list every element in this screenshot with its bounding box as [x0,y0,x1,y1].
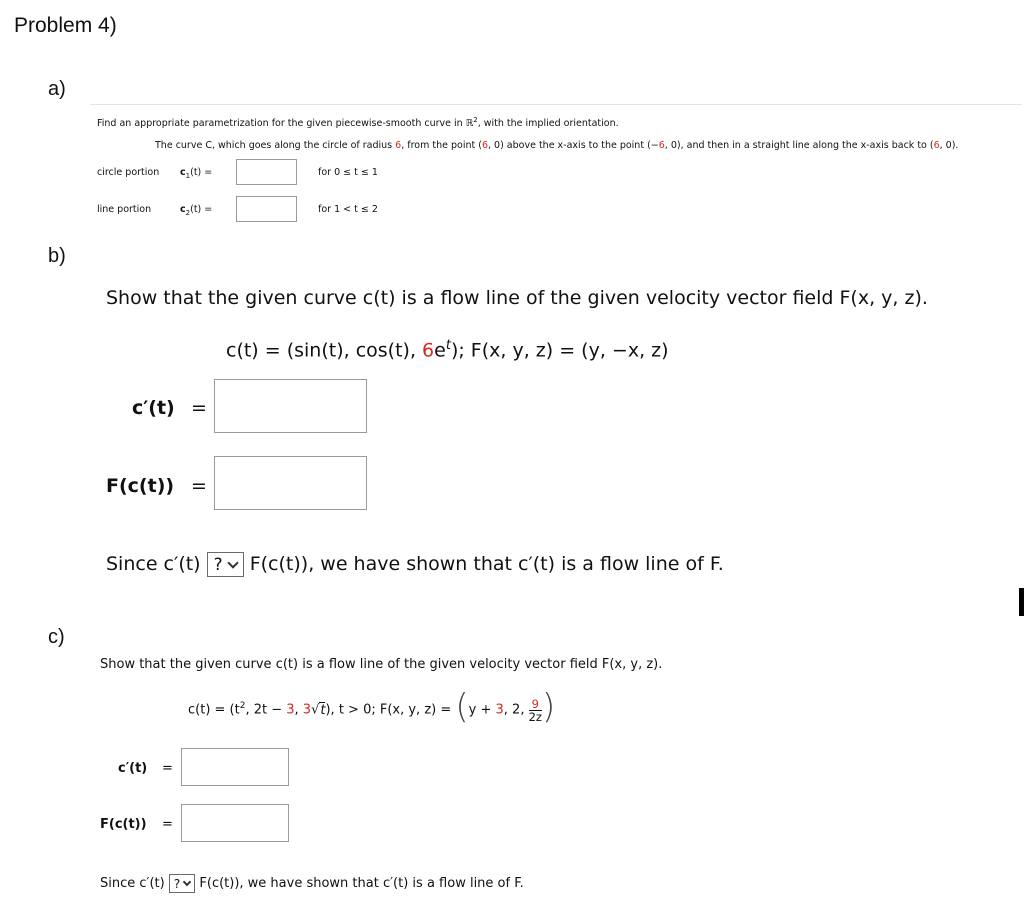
r-squared: ℝ$^2$ [465,116,478,130]
part-c-prompt: Show that the given curve c(t) is a flow line of the given velocity vector field F(x, y, z). [100,657,663,672]
line-portion-label: line portion [97,204,152,215]
c2-answer-input[interactable] [236,196,297,222]
part-c-fc-input[interactable] [181,804,289,842]
problem-title: Problem 4) [14,14,117,37]
select-value: ? [213,554,223,575]
fraction: $\frac{9}{2z}$ [528,696,542,724]
chevron-down-icon [183,878,191,886]
equals-sign: = [162,761,173,776]
part-c-cprime-label: c′(t) [118,761,148,776]
part-c-equation: $c(t) = (t^2$, 2t − 3, 3√t), t > 0; F(x, y, z) = (y + 3, 2, $\frac{9}{2z}$ ) [188,687,556,727]
c2-label: $c_2(t)$ = [180,204,213,217]
divider [90,104,1022,105]
equals-sign: = [191,397,207,419]
part-b-equation: c(t) = (sin(t), cos(t), $6e^t$); F(x, y, z) = (y, −x, z) [226,338,669,362]
circle-portion-label: circle portion [97,167,160,178]
part-b-cprime-input[interactable] [214,379,367,433]
part-b-prompt: Show that the given curve c(t) is a flow line of the given velocity vector field F(x, y, z). [106,287,928,309]
part-c-cprime-input[interactable] [181,748,289,786]
c1-answer-input[interactable] [236,159,297,185]
part-b-fc-input[interactable] [214,456,367,510]
equals-sign: = [162,817,173,832]
part-c-fc-label: F(c(t)) [100,817,147,832]
sqrt-symbol: √ [311,702,320,718]
c1-range: for 0 ≤ t ≤ 1 [318,167,378,178]
part-b-relation-select[interactable] [207,552,244,577]
part-c-relation-select[interactable] [169,874,195,893]
part-a-instruction: Find an appropriate parametrization for the given piecewise-smooth curve in ℝ$^2$, with the implied orientation. [97,116,619,130]
chevron-down-icon [227,557,238,568]
part-b-cprime-label: c′(t) [132,397,175,419]
part-b-conclusion: Since c′(t) ? F(c(t)), we have shown that c′(t) is a flow line of F. [106,553,724,575]
c2-range: for 1 < t ≤ 2 [318,204,378,215]
part-c-conclusion: Since c′(t) ? F(c(t)), we have shown that c′(t) is a flow line of F. [100,876,524,891]
part-b-label: b) [48,245,66,267]
scrollbar-edge [1019,588,1024,616]
equals-sign: = [191,475,207,497]
select-value: ? [173,876,181,891]
part-c-label: c) [48,626,65,648]
part-a-curve-description: The curve C, which goes along the circle of radius 6, from the point (6, 0) above the x-axis to the point (−6, 0), and then in a straight line along the x-axis back to (6, 0). [155,140,959,151]
part-a-label: a) [48,78,66,100]
c1-label: $c_1(t)$ = [180,167,213,180]
part-b-fc-label: F(c(t)) [106,475,175,497]
